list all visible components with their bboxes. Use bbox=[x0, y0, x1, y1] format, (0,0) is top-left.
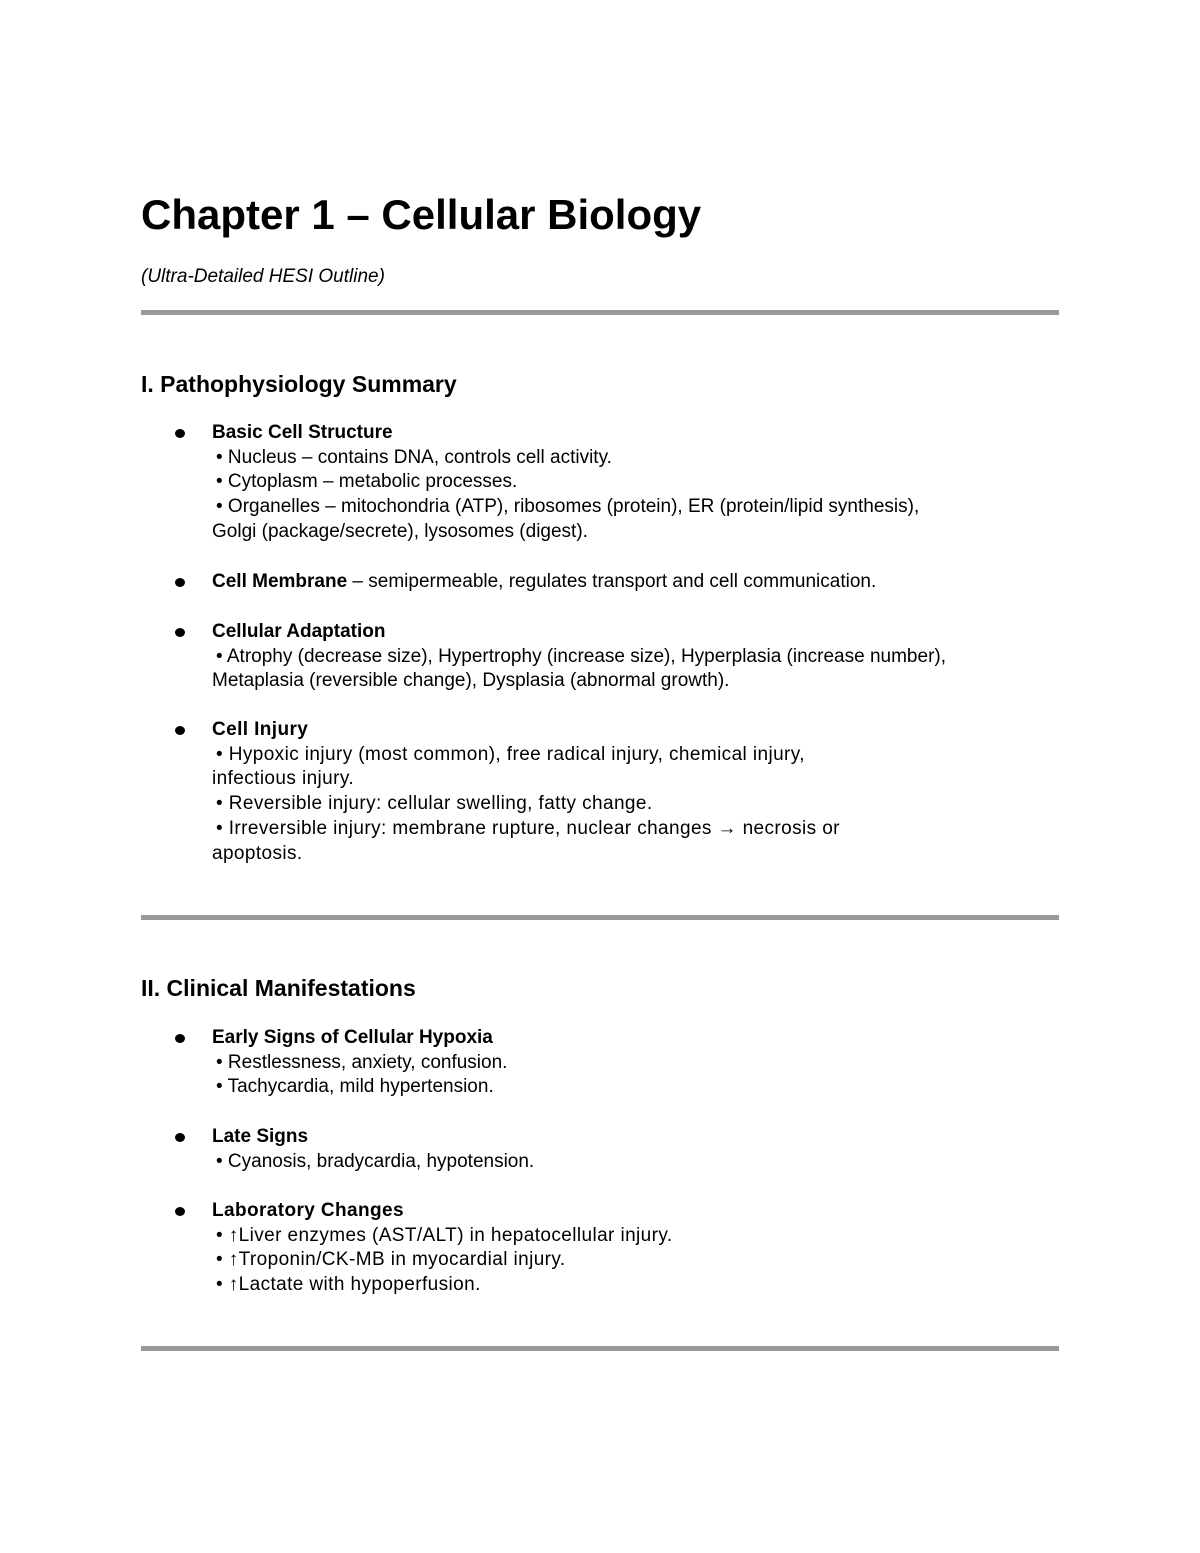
item-line: • Irreversible injury: membrane rupture, nuclear changes → necrosis or bbox=[216, 817, 840, 839]
item-line: infectious injury. bbox=[212, 768, 355, 790]
item-heading: Laboratory Changes bbox=[212, 1200, 404, 1221]
item-line: • Hypoxic injury (most common), free radical injury, chemical injury, bbox=[216, 743, 805, 765]
horizontal-divider bbox=[141, 915, 1059, 920]
item-line: • Reversible injury: cellular swelling, fatty change. bbox=[216, 793, 653, 815]
page-subtitle: (Ultra-Detailed HESI Outline) bbox=[141, 266, 385, 287]
section-heading-pathophysiology: I. Pathophysiology Summary bbox=[141, 371, 457, 397]
item-line: Golgi (package/secrete), lysosomes (digest). bbox=[212, 520, 588, 542]
bullet-icon bbox=[175, 578, 185, 587]
item-line: • Organelles – mitochondria (ATP), ribosomes (protein), ER (protein/lipid synthesis), bbox=[216, 496, 920, 518]
horizontal-divider bbox=[141, 1346, 1059, 1351]
item-line: • Tachycardia, mild hypertension. bbox=[216, 1076, 494, 1098]
list-item-early-signs bbox=[212, 1026, 1062, 1100]
bullet-icon bbox=[175, 429, 185, 438]
item-line: • Cyanosis, bradycardia, hypotension. bbox=[216, 1150, 535, 1172]
item-heading: Basic Cell Structure bbox=[212, 422, 393, 443]
item-line: Metaplasia (reversible change), Dysplasia (abnormal growth). bbox=[212, 670, 730, 692]
item-line: • ↑Liver enzymes (AST/ALT) in hepatocellular injury. bbox=[216, 1224, 673, 1246]
item-inline-text: – semipermeable, regulates transport and cell communication. bbox=[347, 571, 877, 592]
item-line: • Cytoplasm – metabolic processes. bbox=[216, 471, 518, 493]
bullet-icon bbox=[175, 1207, 185, 1216]
item-line: apoptosis. bbox=[212, 842, 303, 864]
section-heading-clinical-manifestations: II. Clinical Manifestations bbox=[141, 975, 416, 1001]
item-heading: Cellular Adaptation bbox=[212, 621, 386, 642]
item-heading: Early Signs of Cellular Hypoxia bbox=[212, 1027, 493, 1048]
bullet-icon bbox=[175, 1034, 185, 1043]
item-line: • Nucleus – contains DNA, controls cell activity. bbox=[216, 446, 612, 468]
item-line: • Atrophy (decrease size), Hypertrophy (increase size), Hyperplasia (increase number), bbox=[216, 645, 946, 667]
bullet-icon bbox=[175, 726, 185, 735]
item-line: • Restlessness, anxiety, confusion. bbox=[216, 1051, 508, 1073]
list-item-cell-membrane bbox=[212, 570, 1062, 595]
item-heading: Cell Injury bbox=[212, 719, 309, 740]
item-heading: Late Signs bbox=[212, 1126, 309, 1147]
bullet-icon bbox=[175, 1133, 185, 1142]
page-title: Chapter 1 – Cellular Biology bbox=[141, 191, 702, 238]
horizontal-divider bbox=[141, 310, 1059, 315]
item-heading: Cell Membrane bbox=[212, 571, 348, 592]
item-line: • ↑Troponin/CK-MB in myocardial injury. bbox=[216, 1249, 566, 1271]
list-item-laboratory-changes bbox=[212, 1199, 1062, 1298]
list-item-cellular-adaptation bbox=[212, 620, 1062, 694]
list-item-cell-injury bbox=[212, 718, 1062, 866]
list-item-late-signs bbox=[212, 1125, 1062, 1174]
item-line: • ↑Lactate with hypoperfusion. bbox=[216, 1274, 481, 1296]
bullet-icon bbox=[175, 628, 185, 637]
list-item-basic-cell-structure bbox=[212, 421, 1062, 545]
